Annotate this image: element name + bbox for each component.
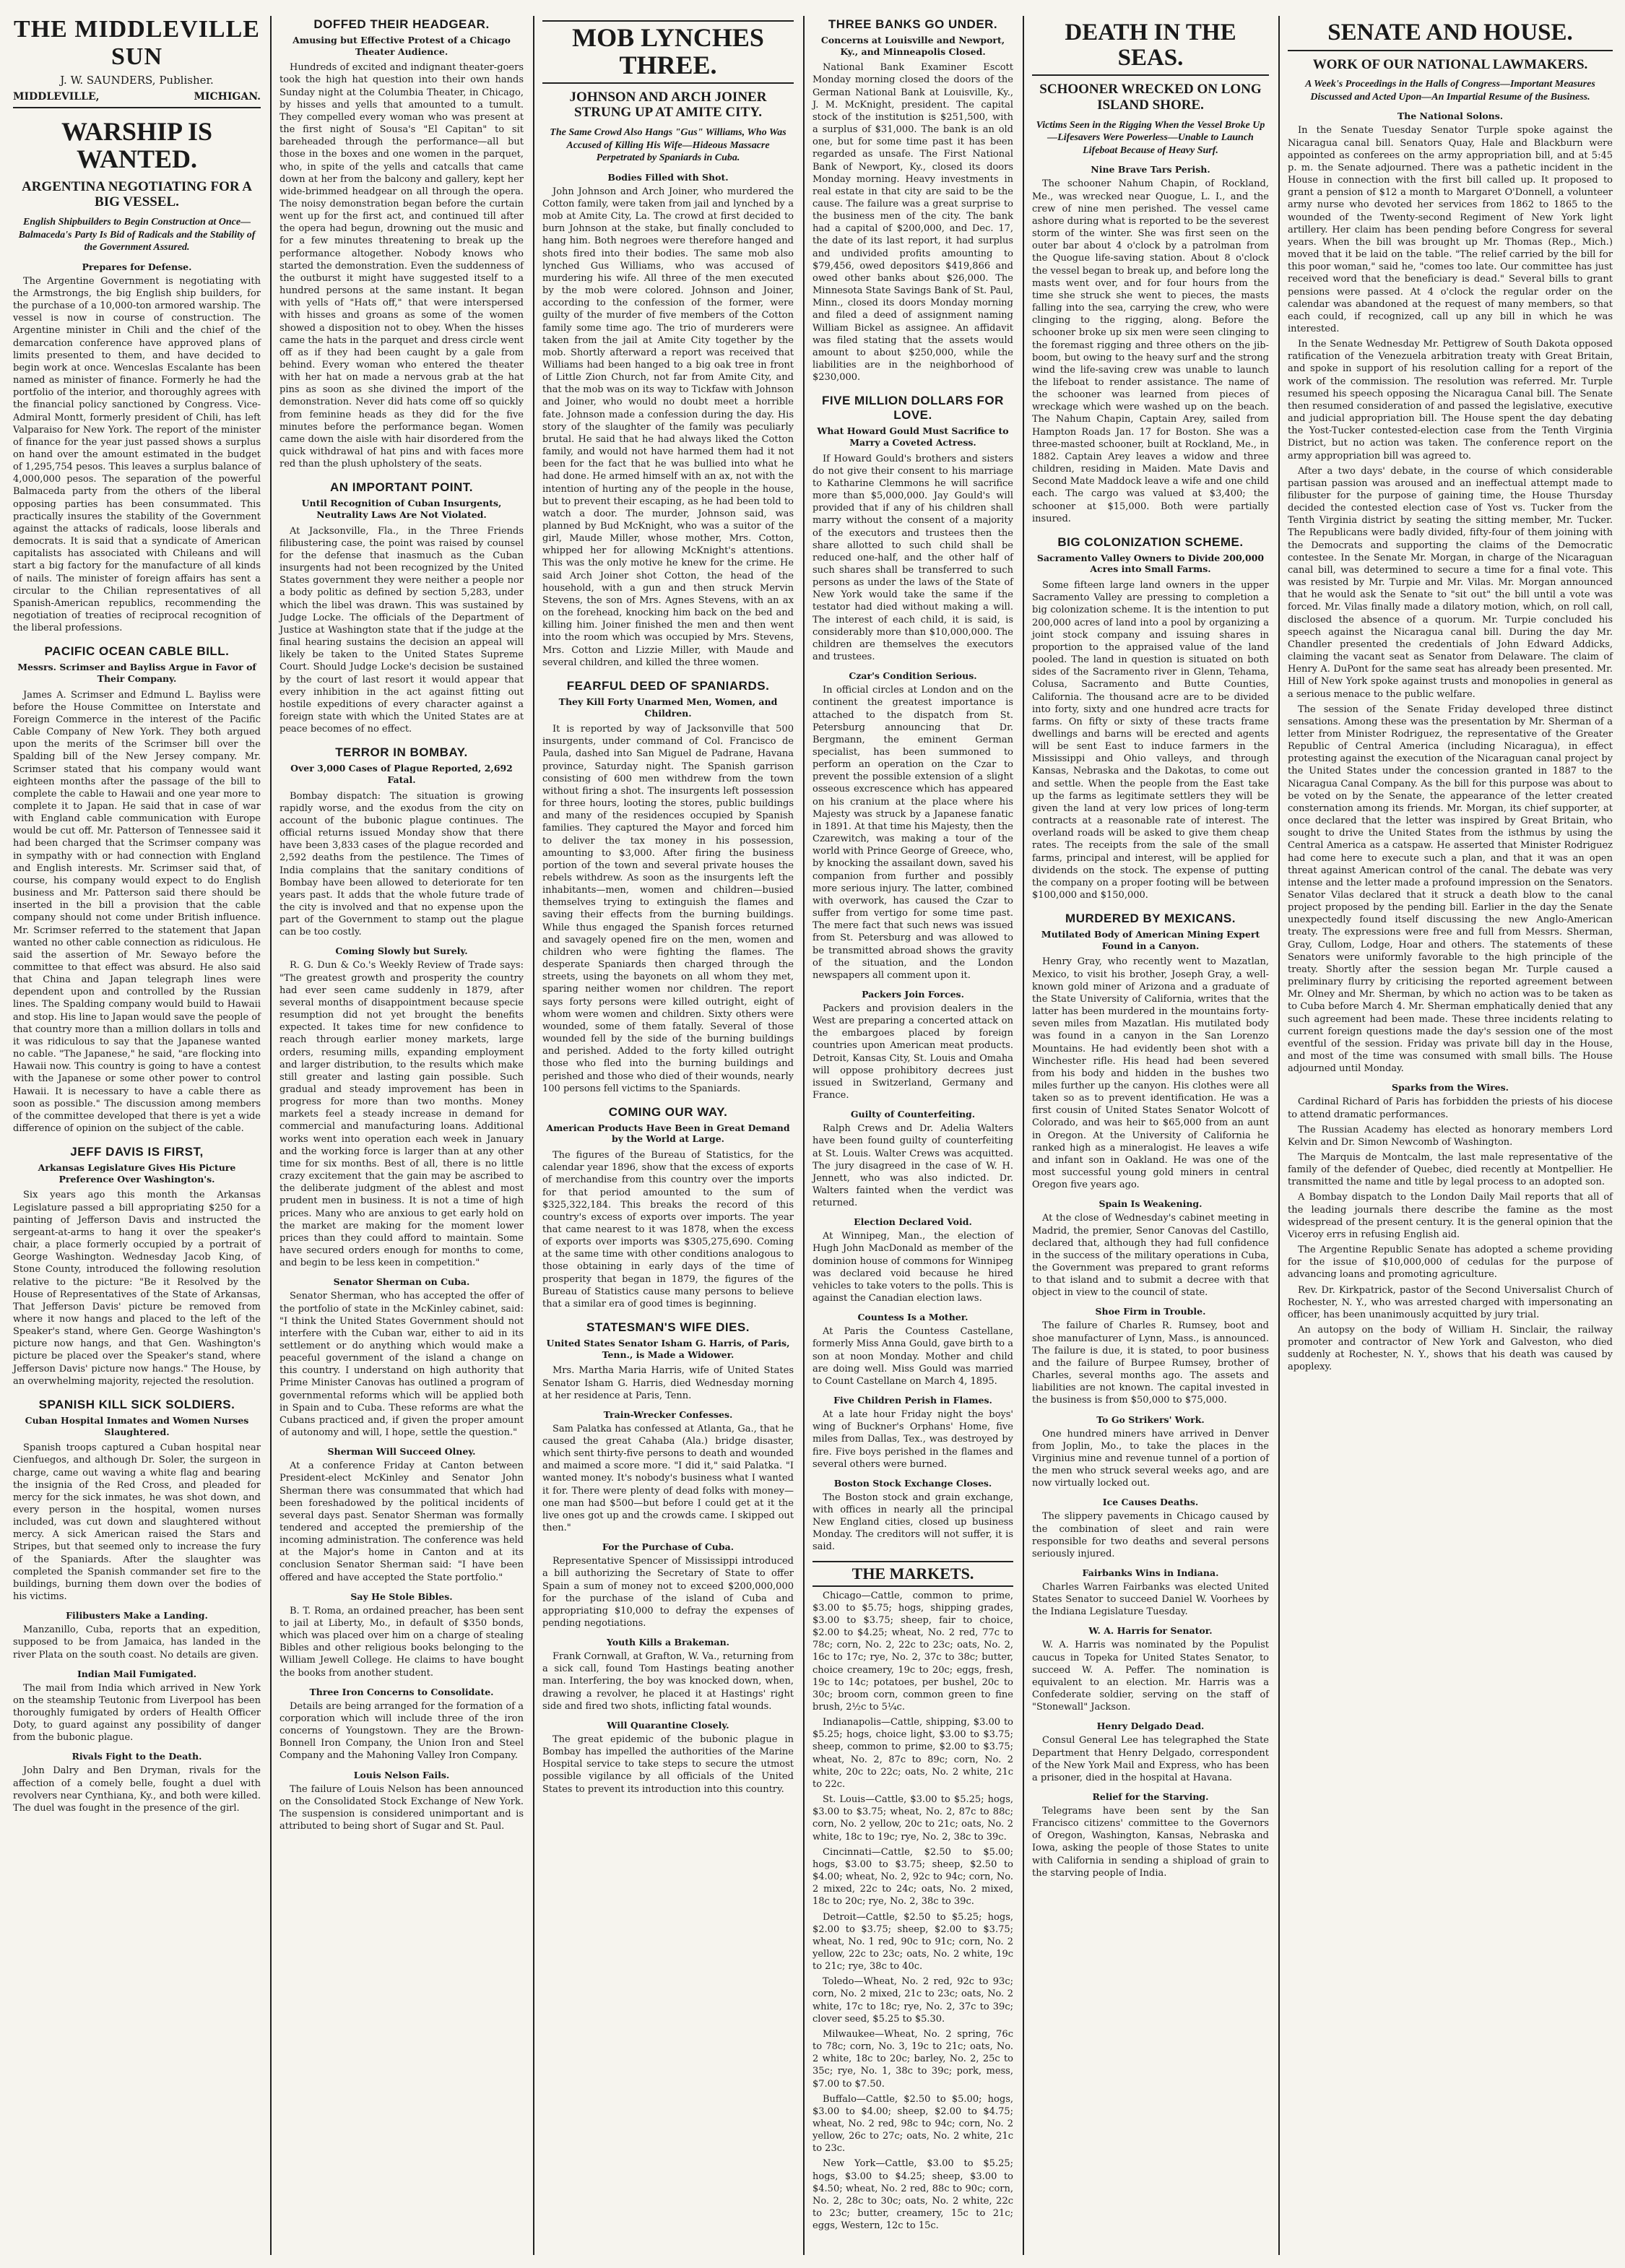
article-paragraph: Details are being arranged for the formation of a corporation which will include three of the iron concerns of Youngstown. They are the Brown-Bonnell Iron Company, the Union Iron and Steel Company and the Mahoning Valley Iron Company. <box>280 1700 524 1762</box>
section-headline: FIVE MILLION DOLLARS FOR LOVE. <box>822 394 1004 423</box>
article-paragraph: Some fifteen large land owners in the upper Sacramento Valley are pressing to completion a big colonization scheme. It is the intention to put 200,000 acres of land into a pool by organizing a joint stock company and issuing shares in proportion to the appraised value of the land pooled. The land in question is situated on both sides of the Sacramento river in Glenn, Tehama, Colusa, Sacramento and Butte Counties, California. The thousand acre are to be divided into forty, sixty and one hundred acre tracts for farms. On fifty or sixty of these tracts frame dwellings and barns will be erected and agents will be sent East to induce farmers in the Mississippi and Ohio valleys, and through Kansas, Nebraska and the Dakotas, to come out and settle. When the people from the East take up the farms as legitimate settlers they will be given the land at very low prices of long-term contracts at a reasonable rate of interest. The overland roads will be asked to give them cheap rates. The receipts from the sale of the small farms, principal and interest, will be applied for dividends on the stock. The expense of putting the company on a proper footing will be between $100,000 and $150,000. <box>1032 580 1269 901</box>
article-subhead: For the Purchase of Cuba. <box>602 1541 734 1553</box>
section-subhead: Amusing but Effective Protest of a Chicago Theater Audience. <box>292 35 511 57</box>
market-report: Chicago—Cattle, common to prime, $3.00 to $5.75; hogs, shipping grades, $3.00 to $3.75; sheep, fair to choice, $2.00 to $4.25; wheat, No. 2 red, 77c to 78c; corn, No. 2, 22c to 23c; oats, No. 2, 16c to 17c; rye, No. 2, 37c to 38c; butter, choice creamery, 19c to 20c; eggs, fresh, 19c to 14c; potatoes, per bushel, 20c to 30c; broom corn, common green to fine brush, 2½c to 5¼c. <box>812 1590 1013 1713</box>
article-paragraph: Sam Palatka has confessed at Atlanta, Ga., that he caused the great Cahaba (Ala.) bridge disaster, which sent thirty-five persons to death and wounded and maimed a score more. "I did it," said Palatka. "I wanted money. It's nobody's business what I wanted it for. There were plenty of dead folks with money—one man had $500—but before I could get at it the live ones got up and the crowds came. I skipped out then." <box>542 1423 794 1534</box>
article-paragraph: Telegrams have been sent by the San Francisco citizens' committee to the Governors of Oregon, Washington, Kansas, Nebraska and Iowa, asking the people of those States to unite with California in sending a shipload of grain to the starving people of India. <box>1032 1806 1269 1879</box>
column-rule <box>1278 16 1280 2255</box>
article-paragraph: Packers and provision dealers in the West are preparing a concerted attack on the embargoes placed by foreign countries upon American meat products. Detroit, Kansas City, St. Louis and Omaha will oppose prohibitory decrees just issued in Switzerland, Germany and France. <box>812 1003 1013 1101</box>
section-subhead: Arkansas Legislature Gives His Picture Preference Over Washington's. <box>38 1162 236 1185</box>
market-report: Milwaukee—Wheat, No. 2 spring, 76c to 78c; corn, No. 3, 19c to 21c; oats, No. 2 white, 18c to 20c; barley, No. 2, 25c to 35c; rye, No. 1, 38c to 39c; pork, mess, $7.00 to $7.50. <box>812 2028 1013 2090</box>
section-headline: DOFFED THEIR HEADGEAR. <box>313 17 490 31</box>
article-paragraph: If Howard Gould's brothers and sisters do not give their consent to his marriage to Katharine Clemmons he will sacrifice more than $5,000,000. Jay Gould's will provided that if any of his children shall marry without the consent of a majority of the executors and trustees then the share allotted to such child shall be reduced one-half, and the other half of such shares shall be transferred to such persons as under the laws of the State of New York would take the same if the testator had died without making a will. The interest of each child, it is said, is considerably more than $10,000,000. The children are themselves the executors and trustees. <box>812 453 1013 663</box>
article-paragraph: Ralph Crews and Dr. Adelia Walters have been found guilty of counterfeiting at St. Louis. Walter Crews was acquitted. The jury disagreed in the case of W. H. Jennett, who was also indicted. Dr. Walters fainted when the verdict was returned. <box>812 1123 1013 1209</box>
article-paragraph: National Bank Examiner Escott Monday morning closed the doors of the German National Bank at Louisville, Ky., J. M. McKnight, president. The capital stock of the institution is $251,500, with a surplus of $31,000. The bank is an old one, but for some time past it has been regarded as unsafe. The First National Bank of Newport, Ky., closed its doors Monday morning. Heavy investments in real estate in that city are said to be the cause. The failure was a great surprise to the business men of the city. The bank had a capital of $200,000, and Dec. 17, the date of its last report, it had surplus and undivided profits amounting to $79,456, owed depositors $419,866 and owed other banks about $26,000. The Minnesota State Savings Bank of St. Paul, Minn., closed its doors Monday morning and filed a deed of assignment naming William Bickel as assignee. An affidavit was filed stating that the assets would amount to about $250,000, while the liabilities are in the neighborhood of $230,000. <box>812 62 1013 384</box>
article-paragraph: Six years ago this month the Arkansas Legislature passed a bill appropriating $250 for a painting of Jefferson Davis and instructed the sergeant-at-arms to hang it over the speaker's chair, a place formerly occupied by a portrait of George Washington. Wednesday Jacob King, of Stone County, introduced the following resolution relative to the picture: "Be it Resolved by the House of Representatives of the State of Arkansas, That Jefferson Davis' picture be removed from where it now hangs and placed to the left of the Speaker's stand, where Gen. George Washington's picture now hangs, and that Gen. Washington's picture be placed over the Speaker's stand, where Jefferson Davis' picture now hangs." The House, by an overwhelming majority, rejected the resolution. <box>13 1190 261 1387</box>
article-subhead: Shoe Firm in Trouble. <box>1095 1306 1206 1317</box>
section-subhead: Cuban Hospital Inmates and Women Nurses Slaughtered. <box>25 1414 249 1437</box>
subdeck: Victims Seen in the Rigging When the Vessel Broke Up—Lifesavers Were Powerless—Unable to Launch Lifeboat Because of Heavy Surf. <box>1036 119 1265 156</box>
article-paragraph: Senator Sherman, who has accepted the offer of the portfolio of state in the McKinley cabinet, said: "I think the United States Government should not interfere with the Cuban war, either to aid in its settlement or do anything which would make a peaceful government of the island a change on this country. I understand on high authority that Prime Minister Canovas has outlined a program of governmental reforms which will be applied both in Spain and to Cuba. These reforms are what the Cubans practiced and, if given the proper amount of autonomy and will, I hope, settle the question." <box>280 1291 524 1439</box>
article-paragraph: An autopsy on the body of William H. Sinclair, the railway promoter and contractor of New York and Galveston, who died suddenly at Rochester, N. Y., shows that his death was caused by apoplexy. <box>1288 1325 1613 1373</box>
column-rule <box>803 16 805 2255</box>
article-paragraph: Manzanillo, Cuba, reports that an expedition, supposed to be from Jamaica, has landed in the river Plata on the south coast. No details are given. <box>13 1624 261 1661</box>
state: MICHIGAN. <box>194 91 261 103</box>
section-headline: SPANISH KILL SICK SOLDIERS. <box>38 1397 235 1411</box>
article-paragraph: At the close of Wednesday's cabinet meeting in Madrid, the premier, Senor Canovas del Castillo, declared that, although they had full confidence in the success of the military operations in Cuba, the Government was prepared to grant reforms to that island and to submit a decree with that object in view to the council of state. <box>1032 1213 1269 1299</box>
article-subhead: To Go Strikers' Work. <box>1096 1414 1205 1425</box>
article-paragraph: After a two days' debate, in the course of which considerable partisan passion was aroused and an ineffectual attempt made to filibuster for the purpose of gaining time, the House Thursday decided the contested election case of Yost vs. Tucker from the Tenth Virginia district by seating the sitting member, Mr. Tucker. The Republicans were badly divided, fifty-four of them joining with the Democrats and supporting the claims of the Democratic contestee. In the Senate Mr. Morgan, in charge of the Nicaraguan canal bill, was determined to secure a time for a final vote. This was resisted by Mr. Turpie and Mr. Vilas. Mr. Morgan announced that he would ask the Senate to "sit out" the bill until a vote was forced. Mr. Vilas finally made a dilatory motion, which, on roll call, disclosed the absence of a quorum. Mr. Turpie concluded his speech against the Nicaragua canal bill. During the day Mr. Chandler presented the credentials of John Edward Addicks, claiming the vacant seat as Senator from Delaware. The claim of Henry A. DuPont for the same seat has already been presented. Mr. Hill of New York spoke against trusts and monopolies in general as a serious menace to the public welfare. <box>1288 465 1613 700</box>
article-subhead: Bodies Filled with Shot. <box>607 171 729 183</box>
article-paragraph: The schooner Nahum Chapin, of Rockland, Me., was wrecked near Quogue, L. I., and the crew of nine men perished. The vessel came ashore during what is reported to be the severest storm of the winter. She was first seen on the outer bar about 4 o'clock by a patrolman from the Quogue life-saving station. About 8 o'clock the vessel began to break up, and before long the masts went over, and for four hours from the time she struck she went to pieces, the masts falling into the sea, carrying the crew, who were clinging to the rigging, along. Before the schooner broke up six men were seen clinging to the foremast rigging and three others on the jib-boom, but owing to the heavy surf and the strong wind the life-saving crew was unable to launch the lifeboat to render assistance. The name of the schooner was learned from pieces of wreckage which were washed up on the beach. The Nahum Chapin, Captain Arey, sailed from Hampton Roads Jan. 17 for Boston. She was a three-masted schooner, built at Rockland, Me., in 1882. Captain Arey leaves a widow and three children, residing in Maiden. Mate Davis and Second Mate Maddock leave a wife and one child each. The cargo was valued at $3,400; the schooner at $15,000. Both were partially insured. <box>1032 178 1269 524</box>
article-subhead: Relief for the Starving. <box>1092 1791 1209 1802</box>
section-headline: BIG COLONIZATION SCHEME. <box>1057 534 1244 549</box>
article-paragraph: John Dalry and Ben Dryman, rivals for the affection of a comely belle, fought a duel with revolvers near Cynthiana, Ky., and both were killed. The duel was fought in the presence of the girl. <box>13 1765 261 1814</box>
column-rule <box>270 16 272 2255</box>
masthead <box>13 16 261 108</box>
article-subhead: The National Solons. <box>1397 111 1504 122</box>
market-report: Buffalo—Cattle, $2.50 to $5.00; hogs, $3.00 to $4.00; sheep, $2.00 to $4.75; wheat, No. 2 red, 98c to 94c; corn, No. 2 yellow, 26c to 27c; oats, No. 2 white, 21c to 23c. <box>812 2093 1013 2155</box>
article-subhead: Henry Delgado Dead. <box>1096 1721 1205 1732</box>
headline: MOB LYNCHES THREE. <box>542 20 794 84</box>
section-subhead: Sacramento Valley Owners to Divide 200,000 Acres into Small Farms. <box>1036 552 1265 575</box>
subdeck: A Week's Proceedings in the Halls of Congress—Important Measures Discussed and Acted Upon—An Impartial Resume of the Business. <box>1305 79 1595 103</box>
column-4 <box>805 16 1020 2255</box>
article-paragraph: The failure of Louis Nelson has been announced on the Consolidated Stock Exchange of New York. The suspension is considered unimportant and is attributed to being short of Sugar and St. Paul. <box>280 1783 524 1832</box>
article-paragraph: The Argentine Government is negotiating with the Armstrongs, the big English ship builders, for the purchase of a 10,000-ton armored warship. The vessel is now in course of construction. The Argentine minister in Chili and the chief of the demarcation conference have approved plans of limits presented to them, and have decided to begin work at once. Wenceslas Escalante has been named as minister of finance. Formerly he had the portfolio of the interior, and thoroughly agrees with the financial policy sanctioned by Congress. Vice-Admiral Montt, formerly president of Chili, has left Valparaiso for New York. The report of the minister of finance for the year just passed shows a surplus on hand over the amount estimated in the budget of 1,295,754 pesos. This leaves a surplus balance of 4,000,000 pesos. The separation of the powerful Balmaceda party from the others of the liberal opposing parties has been consummated. This practically insures the stability of the Government against the attacks of radicals, loose liberals and democrats. It is said that a syndicate of American capitalists has associated with Chileans and will start a big factory for the manufacture of all kinds of nails. The minister of foreign affairs has sent a circular to the Chilian representatives of all Spanish-American republics, recommending the negotiation of treaties of reciprocal recognition of the liberal professions. <box>13 275 261 634</box>
article-subhead: Youth Kills a Brakeman. <box>606 1637 730 1648</box>
article-subhead: Prepares for Defense. <box>82 261 192 272</box>
article-subhead: Election Declared Void. <box>854 1216 972 1228</box>
article-paragraph: Representative Spencer of Mississippi introduced a bill authorizing the Secretary of State to offer Spain a sum of money not to exceed $200,000,000 for the purchase of the island of Cuba and appropriating $10,000 to defray the expenses of pending negotiations. <box>542 1556 794 1629</box>
market-report: St. Louis—Cattle, $3.00 to $5.25; hogs, $3.00 to $3.75; wheat, No. 2, 87c to 88c; corn, No. 2 yellow, 20c to 21c; oats, No. 2 white, 18c to 19c; rye, No. 2, 38c to 39c. <box>812 1794 1013 1843</box>
article-subhead: Filibusters Make a Landing. <box>66 1610 208 1622</box>
article-paragraph: At Paris the Countess Castellane, formerly Miss Anna Gould, gave birth to a son at noon Monday. Mother and child are doing well. Miss Gould was married to Count Castellane on March 4, 1895. <box>812 1326 1013 1387</box>
section-subhead: What Howard Gould Must Sacrifice to Marry a Coveted Actress. <box>817 425 1009 448</box>
article-paragraph: Charles Warren Fairbanks was elected United States Senator to succeed Daniel W. Voorhees by the Indiana Legislature Tuesday. <box>1032 1581 1269 1618</box>
article-subhead: Countess Is a Mother. <box>857 1312 968 1323</box>
article-paragraph: At Jacksonville, Fla., in the Three Friends filibustering case, the point was raised by counsel for the defense that inasmuch as the Cuban insurgents had not been recognized by the United States government they were neither a people nor a body politic as defined by section 5,283, under which the libel was drawn. This was sustained by Judge Locke. The officials of the Department of Justice at Washington state that if the judge at the final hearing sustains the decision an appeal will likely be taken to the United States Supreme Court. Should Judge Locke's decision be sustained by the court of last resort it would appear that every inhibition in the act against fitting out hostile expeditions of every character against a foreign state with which the United States are at peace becomes of no effect. <box>280 525 524 735</box>
article-paragraph: B. T. Roma, an ordained preacher, has been sent to jail at Liberty, Mo., in default of $350 bonds, which was placed over him on a charge of stealing Bibles and other religious books belonging to the William Jewell College. He claims to have bought the books from another student. <box>280 1605 524 1679</box>
article-paragraph: In the Senate Tuesday Senator Turple spoke against the Nicaragua canal bill. Senators Quay, Hale and Blackburn were appointed as conferees on the army appropriation bill, and at 5:45 p. m. the Senate adjourned. There was a pathetic incident in the House in connection with the first bill called up. It proposed to grant a pension of $12 a month to Margaret O'Donnell, a volunteer army nurse who devoted her services from 1862 to 1865 to the wounded of the Twenty-second Regiment of New York light artillery. Her claim has been pending before Congress for several years. When the bill was brought up Mr. Thomas (Rep., Mich.) moved that it be laid on the table. "The relief carried by the bill for this poor woman," said he, "comes too late. Our committee has just received word that the beneficiary is dead." Several bills to grant pensions were passed. At 4 o'clock the regular order on the calendar was abandoned at the request of many members, so that each could, if recognized, call up any bill in which he was interested. <box>1288 125 1613 334</box>
article-paragraph: The Boston stock and grain exchange, with offices in nearly all the principal New England cities, closed up business Monday. The creditors will not suffer, it is said. <box>812 1492 1013 1553</box>
article-paragraph: One hundred miners have arrived in Denver from Joplin, Mo., to take the places in the Virginius mine and revenue tunnel of a portion of the men who struck several weeks ago, and are now virtually locked out. <box>1032 1428 1269 1489</box>
column-5 <box>1025 16 1276 2255</box>
article-paragraph: The mail from India which arrived in New York on the steamship Teutonic from Liverpool has been thoroughly fumigated by orders of Health Officer Doty, to guard against any possibility of danger from the bubonic plague. <box>13 1682 261 1744</box>
article-subhead: Senator Sherman on Cuba. <box>333 1276 470 1288</box>
section-subhead: American Products Have Been in Great Demand by the World at Large. <box>546 1122 790 1145</box>
section-headline: THREE BANKS GO UNDER. <box>828 17 998 31</box>
market-report: Toledo—Wheat, No. 2 red, 92c to 93c; corn, No. 2 mixed, 21c to 23c; oats, No. 2 white, 17c to 18c; rye, No. 2, 37c to 39c; clover seed, $5.25 to $5.30. <box>812 1976 1013 2025</box>
article-subhead: Indian Mail Fumigated. <box>77 1668 197 1679</box>
article-subhead: Louis Nelson Fails. <box>353 1769 450 1780</box>
section-subhead: Mutilated Body of American Mining Expert Found in a Canyon. <box>1041 929 1260 951</box>
article-paragraph: Cardinal Richard of Paris has forbidden the priests of his diocese to attend dramatic performances. <box>1288 1096 1613 1120</box>
section-subhead: They Kill Forty Unarmed Men, Women, and Children. <box>558 696 778 719</box>
article-paragraph: The figures of the Bureau of Statistics, for the calendar year 1896, show that the excess of exports of merchandise from this country over the imports for that period amounted to the sum of $325,322,184. This breaks the record of this country's excess of exports over imports. The year that came nearest to it was 1878, when the excess of exports over imports was $305,275,690. Coming at the same time with other conditions analogous to those obtaining in early days of the time of prosperity that began in 1879, the figures of the Bureau of Statistics cause many persons to believe that a similar era of good times is beginning. <box>542 1150 794 1310</box>
article-paragraph: The Marquis de Montcalm, the last male representative of the family of the defender of Quebec, died recently at Montpellier. He transmitted the name and title by legal process to an adopted son. <box>1288 1151 1613 1188</box>
article-subhead: Train-Wrecker Confesses. <box>603 1408 733 1420</box>
article-subhead: Czar's Condition Serious. <box>849 670 977 682</box>
article-paragraph: At a late hour Friday night the boys' wing of Buckner's Orphans' Home, five miles from Dallas, Tex., was destroyed by fire. Five boys perished in the flames and several others were burned. <box>812 1409 1013 1470</box>
section-subhead: Messrs. Scrimser and Bayliss Argue in Favor of Their Company. <box>17 662 256 684</box>
article-subhead: Three Iron Concerns to Consolidate. <box>309 1686 494 1697</box>
deck: ARGENTINA NEGOTIATING FOR A BIG VESSEL. <box>21 178 252 210</box>
section-subhead: Concerns at Louisville and Newport, Ky., and Minneapolis Closed. <box>820 35 1005 57</box>
article-paragraph: The failure of Charles R. Rumsey, boot and shoe manufacturer of Lynn, Mass., is announced. The failure is due, it is stated, to poor business and the failure of Burpee Rumsey, brother of Charles, several months ago. The assets and liabilities are not known. The capital invested in the business is from $50,000 to $75,000. <box>1032 1320 1269 1406</box>
section-headline: FEARFUL DEED OF SPANIARDS. <box>566 678 770 693</box>
publisher-line: J. W. SAUNDERS, Publisher. <box>60 74 214 87</box>
article-paragraph: Rev. Dr. Kirkpatrick, pastor of the Second Universalist Church of Rochester, N. Y., who was arrested charged with impersonating an officer, has been unanimously acquitted by jury trial. <box>1288 1284 1613 1320</box>
article-paragraph: The slippery pavements in Chicago caused by the combination of sleet and rain were responsible for two deaths and several persons seriously injured. <box>1032 1511 1269 1559</box>
article-subhead: Will Quarantine Closely. <box>607 1719 729 1731</box>
newspaper-title: THE MIDDLEVILLE SUN <box>14 16 260 70</box>
article-paragraph: The great epidemic of the bubonic plague in Bombay has impelled the authorities of the Marine Hospital service to take steps to secure the utmost possible vigilance by all officials of the United States to prevent its introduction into this country. <box>542 1734 794 1795</box>
deck: JOHNSON AND ARCH JOINER STRUNG UP AT AMITE CITY. <box>569 89 767 121</box>
article-subhead: Ice Causes Deaths. <box>1102 1497 1199 1508</box>
column-3 <box>535 16 801 2255</box>
section-headline: STATESMAN'S WIFE DIES. <box>586 1320 750 1335</box>
headline: DEATH IN THE SEAS. <box>1032 20 1269 76</box>
article-subhead: Fairbanks Wins in Indiana. <box>1082 1567 1219 1578</box>
article-paragraph: James A. Scrimser and Edmund L. Bayliss were before the House Committee on Interstate and Foreign Commerce in the interest of the Pacific Cable Company of New York. They both argued upon the merits of the Scrimser bill over the Spalding bill of the New Jersey company. Mr. Scrimser stated that his company would want eighteen months after the passage of the bill to complete the cable to Hawaii and one year more to complete it to Japan. He said that in case of war with England cable communication with Europe would be cut off. Mr. Patterson of Tennessee said it had been charged that the Scrimser company was in sympathy with or had connection with England and English interests. Mr. Scrimser said that, of course, his company would expect to do English business and Mr. Patterson said there should be inserted in the bill a provision that the cable company should not come under British influence. Mr. Scrimser referred to the statement that Japan wanted no other cable connection as ridiculous. He said the assertion of Mr. Sewayo before the committee to that effect was absurd. He also said that China and Japan telegraph lines were dependent upon and controlled by the Russian lines. The Spalding company would build to Hawaii and stop. His line to Japan would save the people of that country more than a million dollars in tolls and it was ridiculous to say that the Japanese wanted no cable. "The Japanese," he said, "are flocking into Hawaii now. This country is going to have a contest with the Japanese or some other power to control Hawaii. It is necessary to have a cable there as soon as possible." The discussion among members of the committee developed that there is yet a wide difference of opinion on the subject of the cable. <box>13 689 261 1135</box>
market-report: Cincinnati—Cattle, $2.50 to $5.00; hogs, $3.00 to $3.75; sheep, $2.50 to $4.00; wheat, No. 2, 92c to 94c; corn, No. 2 mixed, 22c to 24c; oats, No. 2 mixed, 18c to 20c; rye, No. 2, 38c to 39c. <box>812 1846 1013 1908</box>
market-report: Detroit—Cattle, $2.50 to $5.25; hogs, $2.00 to $3.75; sheep, $2.00 to $3.75; wheat, No. 1 red, 90c to 91c; corn, No. 2 yellow, 22c to 23c; oats, No. 2 white, 19c to 21c; rye, 38c to 40c. <box>812 1911 1013 1973</box>
column-2 <box>272 16 531 2255</box>
article-paragraph: John Johnson and Arch Joiner, who murdered the Cotton family, were taken from jail and lynched by a mob at Amite City, La. The crowd at first decided to burn Johnson at the stake, but finally concluded to hang him. Both negroes were therefore hanged and shots fired into their bodies. The same mob also lynched Gus Williams, who was accused of murdering his wife. All three of the men executed by the mob were colored. Johnson and Joiner, according to the confession of the former, were guilty of the murder of five members of the Cotton family some time ago. The trio of murderers were taken from the jail at Amite City together by the mob. Shortly afterward a report was received that Williams had been hanged to a big oak tree in front of Little Zion Church, not far from Amite City, and that the mob was on its way to Tickfaw with Johnson and Joiner, who would no doubt meet a horrible fate. Johnson made a confession during the day. His story of the slaughter of the family was peculiarly brutal. He said that he had always liked the Cotton family, and would not have harmed them had it not been for the fact that he was bullied into what he had done. He armed himself with an ax, not with the intention of hurting any of the people in the house, but to prevent their escaping, as he had been told to watch a door. The murder, Johnson said, was planned by Bud McKnight, who was a suitor of the girl, Maude Miller, whose mother, Mrs. Cotton, whipped her for allowing McKnight's attentions. This was the only motive he knew for the crime. He said Arch Joiner shot Cotton, the head of the household, with a gun and then struck Mervin Stevens, the son of Mrs. Agnes Stevens, with an ax on the forehead, knocking him back on the bed and killing him. Joiner finished the men and then went into the room which was occupied by Mrs. Stevens, Mrs. Cotton and Lizzie Miller, with Maude and several children, and killed the three women. <box>542 186 794 668</box>
article-paragraph: A Bombay dispatch to the London Daily Mail reports that all of the leading journals there describe the famine as the most widespread of the present century. It is the general opinion that the Viceroy errs in refusing English aid. <box>1288 1192 1613 1240</box>
article-subhead: Rivals Fight to the Death. <box>72 1751 202 1762</box>
section-subhead: Over 3,000 Cases of Plague Reported, 2,692 Fatal. <box>290 763 513 785</box>
column-rule <box>1023 16 1024 2255</box>
subdeck: The Same Crowd Also Hangs "Gus" Williams, Who Was Accused of Killing His Wife—Hideous Massacre Perpetrated by Spaniards in Cuba. <box>550 127 786 164</box>
deck: SCHOONER WRECKED ON LONG ISLAND SHORE. <box>1039 82 1262 113</box>
article-subhead: Boston Stock Exchange Closes. <box>833 1477 992 1489</box>
section-headline: TERROR IN BOMBAY. <box>335 745 468 760</box>
article-paragraph: The Russian Academy has elected as honorary members Lord Kelvin and Dr. Simon Newcomb of Washington. <box>1288 1124 1613 1148</box>
dateline <box>13 91 261 103</box>
article-subhead: Sherman Will Succeed Olney. <box>327 1446 476 1458</box>
article-paragraph: The Argentine Republic Senate has adopted a scheme providing for the issue of $10,000,000 of cedulas for the purpose of advancing loans and promoting agriculture. <box>1288 1245 1613 1281</box>
column-rule <box>533 16 534 2255</box>
article-paragraph: Bombay dispatch: The situation is growing rapidly worse, and the exodus from the city on account of the bubonic plague continues. The official returns issued Monday show that there have been 3,833 cases of the plague recorded and 2,592 deaths from the pestilence. The Times of India complains that the sanitary conditions of Bombay have been allowed to deteriorate for ten years past. It adds that the whole future trade of the city is involved and that no expense upon the part of the Government to stamp out the plague can be too costly. <box>280 790 524 938</box>
market-report: New York—Cattle, $3.00 to $5.25; hogs, $3.00 to $4.25; sheep, $3.00 to $4.50; wheat, No. 2 red, 88c to 90c; corn, No. 2, 28c to 30c; oats, No. 2 white, 22c to 23c; butter, creamery, 15c to 21c; eggs, Western, 12c to 15c. <box>812 2158 1013 2232</box>
article-paragraph: The session of the Senate Friday developed three distinct sensations. Among these was the presentation by Mr. Sherman of a letter from Minister Rodriguez, the representative of the Greater Republic of Central America (including Nicaragua), in effect protesting against the execution of the Nicaraguan canal project by the United States under the concession granted in 1887 to the Nicaragua Canal Company. As the bill for this purpose was about to be voted on by the Senate, the appearance of the letter created consternation among its friends. Mr. Morgan, its chief supporter, at once declared that the letter was inspired by Great Britain, who sought to drive the United States from the isthmus by using the Central America as a catspaw. He asserted that Minister Rodriguez had come here to execute such a plan, and that it was an open threat against American control of the canal. The debate was very intense and the letter made a profound impression on the Senators. Senator Vilas declared that it struck a death blow to the canal project proposed by the pending bill. Earlier in the day the Senate unexpectedly found itself discussing the new Anglo-American treaty. The expressions were free and full from Messrs. Sherman, Gray, Cullom, Lodge, Hoar and others. The statements of these Senators were uniformly favorable to the high principle of the treaty. Shortly after the session began Mr. Turple caused a preliminary flurry by criticising the reported agreement between Mr. Olney and Mr. Sherman, by which no action was to be taken as to Cuba before March 4. Mr. Sherman emphatically denied that any such agreement had been made. These three incidents relating to current foreign questions made the day's session one of the most eventful of the session. Friday was private bill day in the House, and most of the time was consumed with small bills. The House adjourned until Monday. <box>1288 704 1613 1075</box>
article-subhead: Packers Join Forces. <box>862 988 964 1000</box>
section-headline: AN IMPORTANT POINT. <box>329 480 474 495</box>
deck: WORK OF OUR NATIONAL LAWMAKERS. <box>1312 56 1588 72</box>
article-paragraph: It is reported by way of Jacksonville that 500 insurgents, under command of Col. Francisco de Paula, dashed into San Miguel de Padrane, Havana province, Saturday night. The Spanish garrison consisting of 600 men withdrew from the town without firing a shot. The insurgents left possession for three hours, looting the stores, public buildings and many of the residences occupied by Spanish families. They captured the Mayor and forced him to deliver the tax money in his possession, amounting to $3,000. After firing the business portion of the town and several private houses the rebels withdrew. As soon as the insurgents left the inhabitants—men, women and children—busied themselves trying to extinguish the flames and saving their effects from the burning buildings. While thus engaged the Spanish forces returned and savagely opened fire on the men, women and children who were fighting the flames. The desperate Spaniards then charged through the streets, using the bayonets on all whom they met, sparing neither women nor children. The report says forty persons were killed outright, eight of whom were women and children. Sixty others were wounded, some of them fatally. Several of those wounded fell by the side of the burning buildings and perished. Added to the forty killed outright those who fled into the burning buildings and perished and those who died of their wounds, nearly 100 persons fell victims to the Spaniards. <box>542 724 794 1094</box>
article-paragraph: Henry Gray, who recently went to Mazatlan, Mexico, to visit his brother, Joseph Gray, a well-known gold miner of Arizona and a graduate of the State University of California, writes that the latter has been murdered in the mountains forty-seven miles from Mazatlan. His mutilated body was found in a canyon in the San Lorenzo Mountains. He had evidently been shot with a Winchester rifle. His head had been severed from his body and hidden in the bushes two miles further up the canyon. His clothes were all taken so as to prevent identification. He was a first cousin of United States Senator Wolcott of Colorado, and was heir to $65,000 from an aunt in Oregon. At the University of California he ranked high as a mineralogist. He leaves a wife and infant son in Oakland. He was one of the most successful young gold miners in central Oregon five years ago. <box>1032 956 1269 1191</box>
article-paragraph: W. A. Harris was nominated by the Populist caucus in Topeka for United States Senator, to succeed W. A. Peffer. The nomination is equivalent to an election. Mr. Harris was a Confederate soldier, serving on the staff of "Stonewall" Jackson. <box>1032 1640 1269 1713</box>
article-paragraph: Spanish troops captured a Cuban hospital near Cienfuegos, and although Dr. Soler, the surgeon in charge, came out waving a white flag and bearing the insignia of the Red Cross, and pleaded for mercy for the sick inmates, he was shot down, and every person in the hospital, women nurses included, was cut down and slaughtered without mercy. A sick American raised the Stars and Stripes, but that seemed only to increase the fury of the Spaniards. After the slaughter was completed the Spanish commander set fire to the buildings, burning them down over the bodies of his victims. <box>13 1442 261 1603</box>
article-paragraph: In official circles at London and on the continent the greatest importance is attached to the dispatch from St. Petersburg announcing that Dr. Bergmann, the eminent German specialist, has been summoned to perform an operation on the Czar to prevent the possible extension of a slight osseous excrescence which has appeared on his cranium at the place where his Majesty was struck by a Japanese fanatic in 1891. At that time his Majesty, then the Czarewitch, was making a tour of the world with Prince George of Greece, who, by knocking the assailant down, saved his companion from further and possibly more serious injury. The latter, combined with overwork, has caused the Czar to suffer from vertigo for some time past. The mere fact that such news was issued from St. Petersburg and was allowed to be transmitted abroad shows the gravity of the situation, and the London newspapers all comment upon it. <box>812 685 1013 981</box>
article-subhead: W. A. Harris for Senator. <box>1088 1625 1213 1637</box>
article-paragraph: Hundreds of excited and indignant theater-goers took the high hat question into their own hands Sunday night at the Columbia Theater, in Chicago, by hisses and yells that amounted to a tumult. They compelled every woman who was present at the first night of Sousa's "El Capitan" to sit bareheaded through the performance—all but those in the boxes and one women in the parquet, who, in spite of the yells and catcalls that came down at her from the balcony and gallery, kept her wide-brimmed headgear on all through the opera. The noisy demonstration began before the curtain went up for the first act, and continued till after the opera had begun, drowning out the music and for a few minutes threatening to break up the performance altogether. Nobody knows who started the demonstration. Even the suddenness of the outburst it might have suggested itself to a hundred persons at the same instant. It began with yells of "Hats off," that were interspersed with hisses and groans as some of the women showed a disposition not to obey. When the hisses came the hats in the parquet and dress circle went off as if they had been caught by a gale from behind. Every woman who entered the theater with her hat on made a nervous grab at the hat pins as soon as she divined the import of the demonstration. Never did hats come off so quickly from feminine heads as they did for the five minutes before the performance began. Women came down the aisle with hair disordered from the quick withdrawal of hat pins and with faces more red than the plush upholstery of the seats. <box>280 62 524 470</box>
town: MIDDLEVILLE, <box>13 91 100 103</box>
article-paragraph: At a conference Friday at Canton between President-elect McKinley and Senator John Sherman there was consummated that which had been foreshadowed by the political incidents of several days past. Senator Sherman was formally tendered and accepted the premiership of the incoming administration. The conference was held at the Major's home in Canton and at its conclusion Senator Sherman said: "I have been offered and have accepted the State portfolio." <box>280 1460 524 1583</box>
article-paragraph: At Winnipeg, Man., the election of Hugh John MacDonald as member of the dominion house of commons for Winnipeg was declared void because he hired vehicles to take voters to the polls. This is against the Canadian election laws. <box>812 1231 1013 1304</box>
article-paragraph: In the Senate Wednesday Mr. Pettigrew of South Dakota opposed ratification of the Venezuela arbitration treaty with Great Britain, and spoke in support of his resolution calling for a report of the work of the commission. The resolution was referred. Mr. Turple resumed his speech opposing the Nicaragua Canal bill. The Senate then resumed consideration of and passed the legislative, executive and judicial appropriation bill. The House spent the day debating the Yost-Tucker contested-election case from the Tenth Virginia District, but no action was taken. The conference report on the army appropriation bill was agreed to. <box>1288 339 1613 462</box>
article-subhead: Guilty of Counterfeiting. <box>850 1109 976 1120</box>
subdeck: English Shipbuilders to Begin Construction at Once—Balmaceda's Party Is Bid of Radicals and the Stability of the Government Assured. <box>18 217 256 254</box>
market-report: Indianapolis—Cattle, shipping, $3.00 to $5.25; hogs, choice light, $3.00 to $3.75; sheep, common to prime, $2.00 to $3.75; wheat, No. 2, 87c to 89c; corn, No. 2 white, 20c to 22c; oats, No. 2 white, 21c to 22c. <box>812 1717 1013 1790</box>
section-subhead: United States Senator Isham G. Harris, of Paris, Tenn., is Made a Widower. <box>546 1338 790 1360</box>
article-subhead: Five Children Perish in Flames. <box>833 1395 992 1406</box>
article-paragraph: Frank Cornwall, at Grafton, W. Va., returning from a sick call, found Tom Hastings beating another man. Interfering, the boy was knocked down, when, drawing a revolver, he placed it at Hastings' right side and fired two shots, inflicting fatal wounds. <box>542 1651 794 1712</box>
headline: WARSHIP IS WANTED. <box>61 117 213 173</box>
section-headline: MURDERED BY MEXICANS. <box>1065 912 1236 926</box>
section-headline: COMING OUR WAY. <box>608 1104 728 1119</box>
column-6 <box>1280 16 1620 2255</box>
article-paragraph: Consul General Lee has telegraphed the State Department that Henry Delgado, correspondent of the New York Mail and Express, who has been a prisoner, died in the hospital at Havana. <box>1032 1735 1269 1783</box>
section-headline: JEFF DAVIS IS FIRST, <box>70 1145 204 1159</box>
article-paragraph: Mrs. Martha Maria Harris, wife of United States Senator Isham G. Harris, died Wednesday morning at her residence at Paris, Tenn. <box>542 1365 794 1401</box>
section-headline: PACIFIC OCEAN CABLE BILL. <box>44 644 230 659</box>
headline: SENATE AND HOUSE. <box>1288 20 1613 51</box>
article-paragraph: R. G. Dun & Co.'s Weekly Review of Trade says: "The greatest growth and prosperity the country had ever seen came suddenly in 1879, after several months of disappointment because specie resumption did not yet brought the benefits expected. It takes time for new confidence to reach through earlier money markets, large orders, resuming mills, expanding employment and larger distribution, to the results which make still greater and lasting gain possible. Such gradual and steady improvement has been in progress for more than two months. Money markets feel a steady increase in demand for commercial and manufacturing loans. Additional works went into operation each week in January and the working force is larger than at any other time for six months. Best of all, there is no little crazy excitement that the gain may be ascribed to the deliberate judgment of the ablest and most prudent men in business. It is not a time of high prices. Many who are anxious to get early hold on the market are making for the moment lower prices than they could afford to maintain. Some have secured orders enough for months to come, and begin to be less keen in competition." <box>280 960 524 1269</box>
article-subhead: Coming Slowly but Surely. <box>335 945 468 957</box>
article-subhead: Spain Is Weakening. <box>1098 1198 1202 1210</box>
markets-headline: THE MARKETS. <box>812 1561 1013 1587</box>
article-subhead: Say He Stole Bibles. <box>350 1590 453 1602</box>
article-subhead: Nine Brave Tars Perish. <box>1091 164 1210 176</box>
section-subhead: Until Recognition of Cuban Insurgents, Neutrality Laws Are Not Violated. <box>301 498 502 521</box>
column-1 <box>6 16 268 2255</box>
article-subhead: Sparks from the Wires. <box>1391 1082 1509 1094</box>
